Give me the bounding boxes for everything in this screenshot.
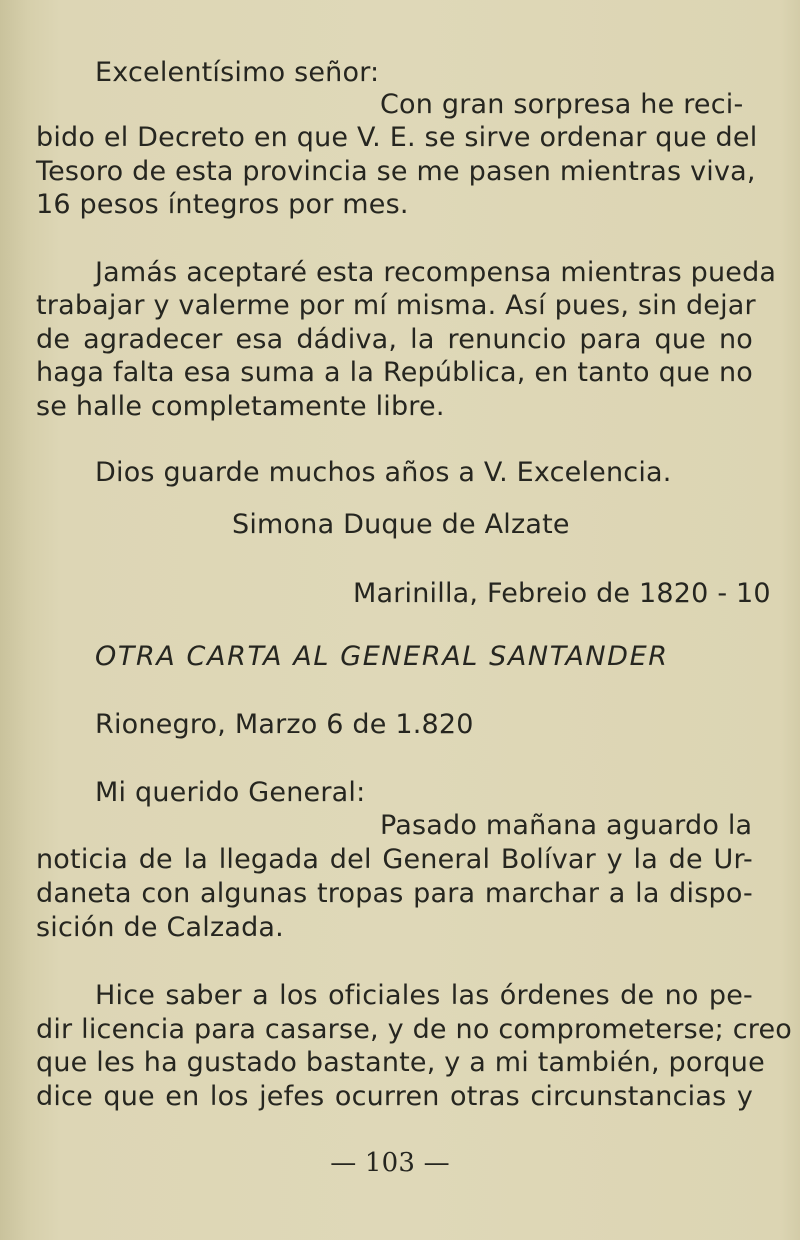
letter2-salutation: Mi querido General: — [95, 777, 366, 808]
letter2-paragraph-line: dir licencia para casarse, y de no comprometerse; creo — [36, 1014, 793, 1045]
letter1-line: Tesoro de esta provincia se me pasen mientras viva, — [36, 156, 756, 187]
letter2-place-date: Rionegro, Marzo 6 de 1.820 — [95, 709, 474, 740]
letter1-salutation: Excelentísimo señor: — [95, 57, 380, 88]
letter2-line: daneta con algunas tropas para marchar a la dispo- — [36, 878, 753, 909]
letter1-paragraph-line: Jamás aceptaré esta recompensa mientras pueda — [95, 257, 777, 288]
letter1-paragraph-line: se halle completamente libre. — [36, 391, 445, 422]
letter2-paragraph-line: Hice saber a los oficiales las órdenes de no pe- — [95, 980, 753, 1011]
letter1-line: Con gran sorpresa he reci- — [380, 89, 744, 120]
letter1-paragraph-line: de agradecer esa dádiva, la renuncio para que no — [36, 324, 753, 355]
letter2-heading: OTRA CARTA AL GENERAL SANTANDER — [95, 641, 669, 672]
letter1-place-date: Marinilla, Febreio de 1820 - 10 — [353, 578, 771, 609]
letter2-line: sición de Calzada. — [36, 912, 284, 943]
letter1-closing: Dios guarde muchos años a V. Excelencia. — [95, 457, 672, 488]
letter2-paragraph-line: dice que en los jefes ocurren otras circunstancias y — [36, 1081, 753, 1112]
letter2-line: Pasado mañana aguardo la — [380, 810, 753, 841]
page-number: — 103 — — [330, 1148, 450, 1178]
letter2-paragraph-line: que les ha gustado bastante, y a mi también, porque — [36, 1047, 765, 1078]
letter1-line: 16 pesos íntegros por mes. — [36, 189, 409, 220]
letter2-line: noticia de la llegada del General Bolívar y la de Ur- — [36, 844, 753, 875]
letter1-paragraph-line: trabajar y valerme por mí misma. Así pues, sin dejar — [36, 290, 756, 321]
letter1-paragraph-line: haga falta esa suma a la República, en tanto que no — [36, 357, 753, 388]
letter1-line: bido el Decreto en que V. E. se sirve ordenar que del — [36, 122, 758, 153]
letter1-signature: Simona Duque de Alzate — [232, 509, 570, 540]
